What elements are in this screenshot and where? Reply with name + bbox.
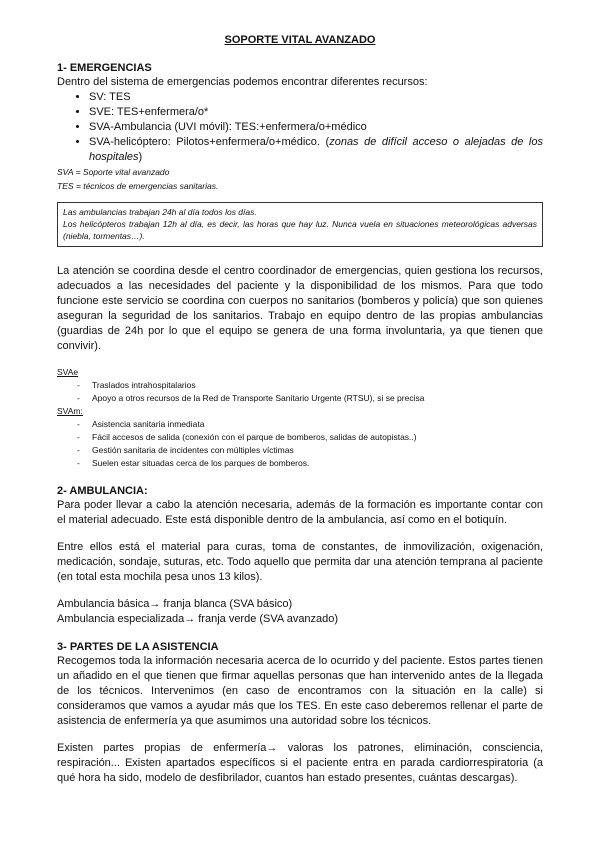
list-item: - Traslados intrahospitalarios	[77, 379, 543, 392]
svae-label: SVAe	[57, 367, 79, 377]
list-item	[89, 135, 543, 165]
material-paragraph: Para poder llevar a cabo la atención necesaria, además de la formación es importante contar con el material adecuado. Este está disponible dentro de la ambulancia, así como en el botiquín.	[57, 499, 543, 526]
section-3-heading: 3- PARTES DE LA ASISTENCIA	[57, 641, 219, 653]
nursing-parts-paragraph: Existen partes propias de enfermería→ valoras los patrones, eliminación, consciencia, respiración... Existen apartados específicos si el paciente entra en parada cardiorrespiratoria (a qué hora ha sido, modelo de desfibrilador, cuantos han estado presentes, cuántas descargas).	[57, 742, 543, 784]
list-item: - Apoyo a otros recursos de la Red de Transporte Sanitario Urgente (RTSU), si se precisa	[77, 392, 543, 405]
assistance-paragraph: Recogemos toda la información necesaria acerca de lo ocurrido y del paciente. Estos partes tienen un añadido en el que tienen que firmar aquellas personas que han intervenido antes de la llegada de los técnicos. Intervenimos (en caso de encontramos con la situación en la calle) si consideramos que vamos a ayudar más que los TES. En este caso deberemos rellenar el parte de asistencia de enfermería ya que asumimos una autoridad sobre los técnicos.	[57, 655, 543, 727]
list-item: • SVA-Ambulancia (UVI móvil): TES:+enfermera/o+médico	[89, 120, 543, 135]
resources-list	[57, 90, 543, 165]
svam-list	[57, 418, 543, 470]
list-item: • SVE: TES+enfermera/o*	[89, 105, 543, 120]
document-title: SOPORTE VITAL AVANZADO	[224, 34, 376, 46]
specialized-ambulance-line: Ambulancia especializada→ franja verde (SVA avanzado)	[57, 613, 339, 625]
section-2-heading: 2- AMBULANCIA:	[57, 485, 148, 497]
helicopter-note: zonas de difícil acceso o alejadas de los hospitales	[89, 136, 543, 163]
svae-list	[57, 379, 543, 405]
coordination-paragraph: La atención se coordina desde el centro coordinador de emergencias, quien gestiona los recursos, adecuados a las necesidades del paciente y la disponibilidad de los mismos. Para que todo funcione este servicio se coordina con cuerpos no sanitarios (bomberos y policía) que son quienes aseguran la seguridad de los sanitarios. Trabajo en equipo dentro de las propias ambulancias (guardias de 24h por lo que el equipo se genera de una forma involuntaria, ya que tienen que convivir).	[57, 265, 543, 352]
info-box	[57, 202, 543, 247]
helicopter-text: SVA-helicóptero: Pilotos+enfermera/o+médico. (	[89, 136, 330, 148]
helicopter-close: )	[138, 151, 143, 163]
section-1-intro: Dentro del sistema de emergencias podemos encontrar diferentes recursos:	[57, 76, 428, 88]
list-item: - Fácil accesos de salida (conexión con el parque de bomberos, salidas de autopistas..)	[77, 431, 543, 444]
list-item: - Gestión sanitaria de incidentes con múltiples víctimas	[77, 444, 543, 457]
list-item: • SV: TES	[89, 90, 543, 105]
svam-label: SVAm:	[57, 406, 83, 416]
document-page	[57, 34, 543, 786]
material-list-paragraph: Entre ellos está el material para curas, toma de constantes, de inmovilización, oxigenación, medicación, sondaje, suturas, etc. Todo aquello que permita dar una atención temprana al paciente (en total esta mochila pesa unos 13 kilos).	[57, 541, 543, 583]
abbreviation-note-tes: TES = técnicos de emergencias sanitarias.	[57, 180, 219, 191]
list-item: - Suelen estar situadas cerca de los parques de bomberos.	[77, 457, 543, 470]
info-box-line: Las ambulancias trabajan 24h al día todos los días.	[63, 207, 257, 217]
info-box-line: Los helicópteros trabajan 12h al día, es decir, las horas que hay luz. Nunca vuela en situaciones meteorológicas adversas (niebla, tormentas…).	[63, 219, 537, 241]
basic-ambulance-line: Ambulancia básica→ franja blanca (SVA básico)	[57, 598, 293, 610]
abbreviation-note-sva: SVA = Soporte vital avanzado	[57, 167, 170, 177]
section-1-heading: 1- EMERGENCIAS	[57, 62, 152, 74]
list-item: - Asistencia sanitaria inmediata	[77, 418, 543, 431]
